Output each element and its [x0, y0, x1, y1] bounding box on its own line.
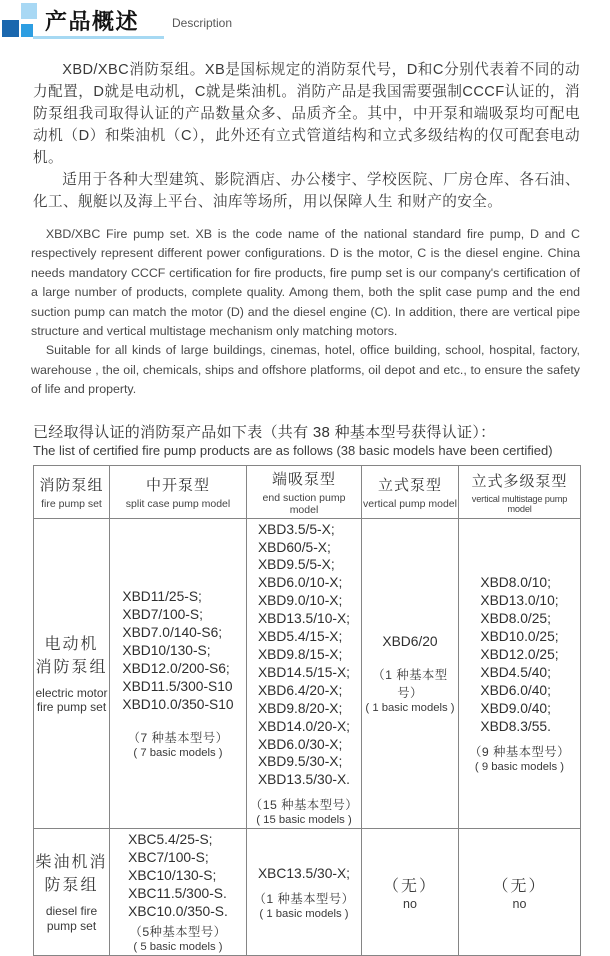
cell-diesel-split-case [110, 829, 247, 956]
model-count-en: ( 9 basic models ) [474, 760, 565, 773]
model-list: XBD6/20 [382, 634, 438, 649]
cell-diesel-end-suction [247, 829, 362, 956]
set-label-en: electric motor fire pump set [35, 685, 108, 714]
model-count-en: ( 15 basic models ) [256, 814, 352, 827]
model-count-zh: （15 种基本型号） [249, 798, 359, 813]
col-header-zh: 立式多级泵型 [471, 472, 568, 490]
col-header-end-suction [247, 465, 362, 518]
model-count-zh: （7 种基本型号） [127, 730, 229, 745]
cell-diesel-vertical [362, 829, 459, 956]
model-count-zh: （9 种基本型号） [469, 744, 570, 759]
intro-paragraph-zh-2: 适用于各种大型建筑、影院酒店、办公楼宇、学校医院、厂房仓库、各石油、化工、舰艇以及海上平台、油库等场所，用以保障人生 和财产的安全。 [33, 172, 580, 210]
col-header-vertical [362, 465, 459, 518]
col-header-fire-pump-set [34, 465, 110, 518]
model-list: XBC13.5/30-X; [257, 865, 351, 881]
model-count-en: ( 5 basic models ) [133, 940, 223, 953]
none-label-zh: （无） [382, 878, 437, 896]
title-underline [33, 36, 164, 39]
section-header [0, 0, 610, 50]
none-label-zh: （无） [492, 878, 547, 896]
cell-diesel-vertical-multistage [459, 829, 581, 956]
model-list: XBD3.5/5-X; XBD60/5-X; XBD9.5/5-X; XBD6.0/10-X; XBD9.0/10-X; XBD13.5/10-X; XBD5.4/15-X; XBD9.8/15-X; XBD14.5/15-X; XBD6.4/20-X; XBD9.8/20-X; XBD14.0/20-X; XBD6.0/30-X; XBD9.5/30-X; XBD13.5/30-X. [257, 521, 351, 788]
model-list: XBD11/25-S; XBD7/100-S; XBD7.0/140-S6; XBD10/130-S; XBD12.0/200-S6; XBD11.5/300-S10 XBD10.0/350-S10 [122, 589, 234, 712]
page-subtitle: Description [172, 16, 233, 30]
model-count-en: ( 1 basic models ) [259, 907, 349, 920]
col-header-vertical-multistage [459, 465, 581, 518]
intro-paragraph-zh-1: XBD/XBC消防泵组。XB是国标规定的消防泵代号，D和C分别代表着不同的动力配置，D就是电动机，C就是柴油机。消防产品是我国需要强制CCCF认证的，消防泵组我司取得认证的产品数量众多、品质齐全。其中，中开泵和端吸泵均可配电动机（D）和柴油机（C），此外还有立式管道结构和立式多级结构的仅可配套电动机。 [33, 62, 580, 166]
deco-square-mid-icon [21, 24, 33, 37]
intro-paragraph-en-2: Suitable for all kinds of large buildings, cinemas, hotel, office building, school, hospital, factory, warehouse , the oil, chemicals, ships and offshore platforms, oil depot and etc., to ensure the safety of life and property. [31, 343, 580, 397]
cell-electric-split-case [110, 518, 247, 829]
cell-electric-end-suction [247, 518, 362, 829]
col-header-split-case [110, 465, 247, 518]
model-count-zh: （1 种基本型号） [253, 891, 355, 906]
table-intro-en: The list of certified fire pump products are as follows (38 basic models have been certified) [33, 442, 553, 458]
intro-paragraph-en-1: XBD/XBC Fire pump set. XB is the code name of the national standard fire pump, D and C respectively represent different power configurations. D is the motor, C is the diesel engine. China needs mandatory CCCF certification for fire products, fire pump set is our company's certification of a large number of products, complete quality. Among them, both the split case pump and the end suction pump can match the motor (D) and the diesel engine (C). In addition, there are vertical pipe structure and vertical multistage mechanism only matching motors. [31, 227, 580, 339]
model-count-en: ( 1 basic models ) [365, 702, 455, 714]
col-header-en: vertical pump model [363, 497, 457, 510]
model-count-zh: （5种基本型号） [129, 924, 227, 939]
cell-diesel-set-label [34, 829, 110, 956]
none-label-en: no [512, 897, 527, 912]
col-header-zh: 消防泵组 [39, 476, 104, 494]
col-header-en: vertical multistage pump model [471, 493, 568, 514]
table-row-electric-motor [34, 518, 581, 829]
col-header-en: split case pump model [125, 497, 231, 510]
page-title: 产品概述 [45, 9, 140, 34]
col-header-en: fire pump set [41, 497, 102, 510]
set-label-zh: 柴油机消 防泵组 [35, 854, 108, 895]
model-count-en: ( 7 basic models ) [133, 746, 223, 759]
table-header-row [34, 465, 581, 518]
col-header-zh: 端吸泵型 [271, 470, 336, 488]
col-header-zh: 立式泵型 [377, 476, 442, 494]
cell-electric-vertical [362, 518, 459, 829]
set-label-zh: 电动机 消防泵组 [35, 635, 108, 676]
certified-pump-table [33, 465, 581, 956]
cell-electric-vertical-multistage [459, 518, 581, 829]
set-label-en: diesel fire pump set [45, 904, 98, 933]
model-count-zh: （1 种基本型号） [372, 668, 448, 700]
model-list: XBC5.4/25-S; XBC7/100-S; XBC10/130-S; XBC11.5/300-S. XBC10.0/350-S. [128, 832, 228, 919]
table-intro-zh: 已经取得认证的消防泵产品如下表（共有 38 种基本型号获得认证）： [33, 423, 496, 441]
col-header-zh: 中开泵型 [145, 476, 210, 494]
table-row-diesel [34, 829, 581, 956]
deco-square-light-icon [21, 3, 37, 19]
col-header-en: end suction pump model [262, 491, 346, 516]
deco-square-dark-icon [2, 20, 19, 37]
model-list: XBD8.0/10; XBD13.0/10; XBD8.0/25; XBD10.0/25; XBD12.0/25; XBD4.5/40; XBD6.0/40; XBD9.0/40; XBD8.3/55. [480, 575, 559, 734]
none-label-en: no [403, 897, 417, 912]
cell-electric-set-label [34, 518, 110, 829]
